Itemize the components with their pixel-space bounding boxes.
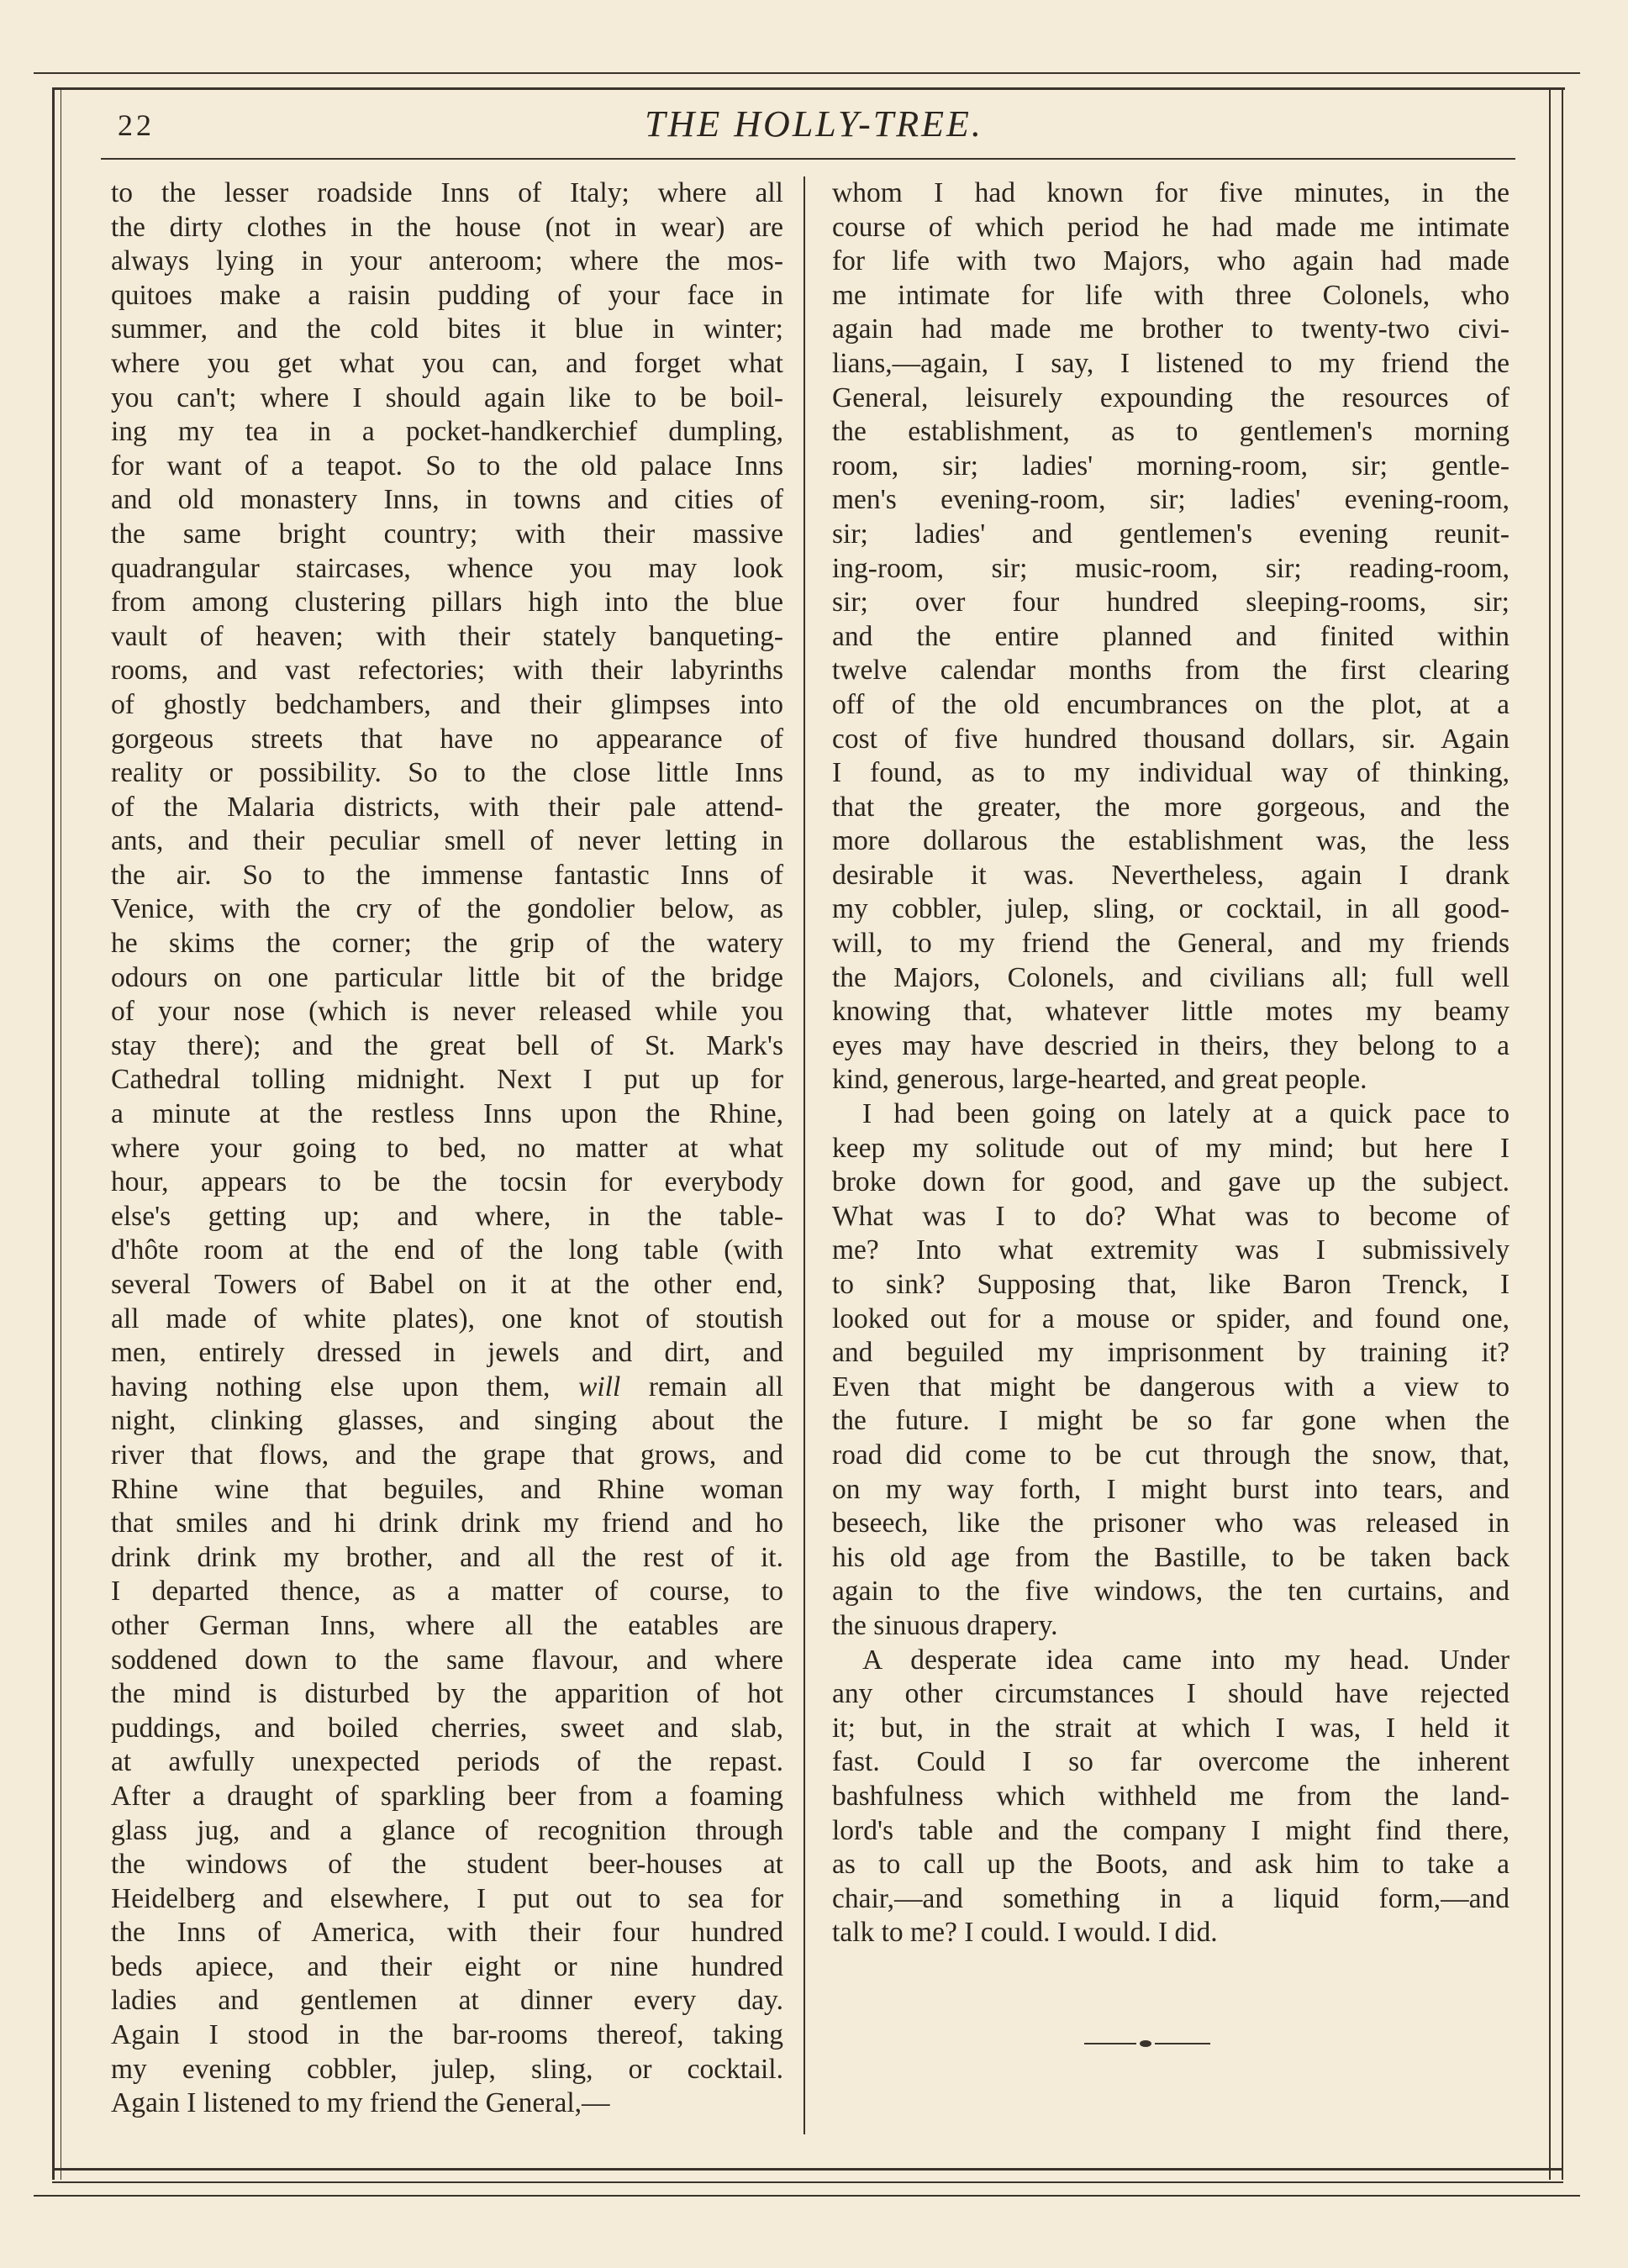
text-line: night, clinking glasses, and singing about the xyxy=(111,1405,783,1437)
text-line: eyes may have descried in theirs, they belong to a xyxy=(832,1029,1509,1061)
text-line: fast. Could I so far overcome the inherent xyxy=(832,1746,1509,1778)
text-line: sir; ladies' and gentlemen's evening reunit- xyxy=(832,518,1509,550)
text-line: for want of a teapot. So to the old palace Inns xyxy=(111,450,783,481)
running-head-title: THE HOLLY-TREE. xyxy=(645,103,983,145)
text-line: his old age from the Bastille, to be taken back xyxy=(832,1541,1509,1573)
text-line: What was I to do? What was to become of xyxy=(832,1200,1509,1232)
text-line: of the Malaria districts, with their pale attend- xyxy=(111,791,783,823)
text-line: soddened down to the same flavour, and where xyxy=(111,1644,783,1676)
text-line: having nothing else upon them, will remain all xyxy=(111,1371,783,1402)
text-line: ants, and their peculiar smell of never letting in xyxy=(111,825,783,857)
text-line: course of which period he had made me intimate xyxy=(832,211,1509,243)
text-line: sir; over four hundred sleeping-rooms, sir; xyxy=(832,587,1509,618)
text-line: the establishment, as to gentlemen's morning xyxy=(832,416,1509,448)
text-line: puddings, and boiled cherries, sweet and slab, xyxy=(111,1712,783,1744)
text-line: will, to my friend the General, and my friends xyxy=(832,928,1509,960)
text-line: that the greater, the more gorgeous, and the xyxy=(832,791,1509,823)
text-line: summer, and the cold bites it blue in winter; xyxy=(111,313,783,345)
text-line: and the entire planned and finited within xyxy=(832,620,1509,652)
frame-rule-bottom-outer xyxy=(34,2195,1580,2197)
text-line: odours on one particular little bit of the bridge xyxy=(111,961,783,993)
section-end-ornament xyxy=(1084,2040,1210,2047)
text-line: to sink? Supposing that, like Baron Trenck, I xyxy=(832,1269,1509,1300)
frame-rule-bottom-inner xyxy=(52,2168,1563,2171)
text-line: reality or possibility. So to the close little Inns xyxy=(111,757,783,789)
text-line: drink drink my brother, and all the rest of it. xyxy=(111,1541,783,1573)
frame-rule-top-inner xyxy=(52,87,1565,90)
text-line: the air. So to the immense fantastic Inns of xyxy=(111,859,783,891)
text-line: always lying in your anteroom; where the mos- xyxy=(111,245,783,277)
text-line: I found, as to my individual way of thinking, xyxy=(832,757,1509,789)
text-line: all made of white plates), one knot of stoutish xyxy=(111,1302,783,1334)
text-line: I had been going on lately at a quick pace to xyxy=(862,1098,1509,1130)
text-line: knowing that, whatever little motes my beamy xyxy=(832,996,1509,1028)
text-line: again had made me brother to twenty-two civi- xyxy=(832,313,1509,345)
text-line: again to the five windows, the ten curtains, and xyxy=(832,1576,1509,1608)
frame-rule-top-outer xyxy=(34,72,1580,74)
text-line: gorgeous streets that have no appearance of xyxy=(111,723,783,755)
text-line: me? Into what extremity was I submissively xyxy=(832,1234,1509,1266)
text-line: kind, generous, large-hearted, and great people. xyxy=(832,1064,1367,1096)
text-line: the Majors, Colonels, and civilians all; full well xyxy=(832,961,1509,993)
text-line: of your nose (which is never released while you xyxy=(111,996,783,1028)
text-line: twelve calendar months from the first clearing xyxy=(832,655,1509,687)
text-line: quadrangular staircases, whence you may look xyxy=(111,552,783,584)
text-line: hour, appears to be the tocsin for everybody xyxy=(111,1166,783,1198)
text-line: men's evening-room, sir; ladies' evening-room, xyxy=(832,484,1509,516)
text-line: a minute at the restless Inns upon the Rhine, xyxy=(111,1098,783,1130)
text-line: from among clustering pillars high into the blue xyxy=(111,587,783,618)
text-line: where you get what you can, and forget what xyxy=(111,347,783,379)
text-line: ladies and gentlemen at dinner every day. xyxy=(111,1985,783,2017)
text-line: he skims the corner; the grip of the watery xyxy=(111,928,783,960)
text-line: Heidelberg and elsewhere, I put out to sea for xyxy=(111,1882,783,1914)
text-line: glass jug, and a glance of recognition through xyxy=(111,1814,783,1846)
frame-rule-right-outer xyxy=(1562,87,1563,2180)
text-line: Cathedral tolling midnight. Next I put up for xyxy=(111,1064,783,1096)
text-line: my cobbler, julep, sling, or cocktail, in all good- xyxy=(832,893,1509,925)
text-line: my evening cobbler, julep, sling, or cocktail. xyxy=(111,2053,783,2085)
text-line: that smiles and hi drink drink my friend and ho xyxy=(111,1508,783,1539)
text-line: Again I stood in the bar-rooms thereof, taking xyxy=(111,2019,783,2051)
ornament-rule-left xyxy=(1084,2043,1136,2044)
text-line: the mind is disturbed by the apparition of hot xyxy=(111,1678,783,1710)
text-line: desirable it was. Nevertheless, again I drank xyxy=(832,859,1509,891)
text-line: lians,—again, I say, I listened to my friend the xyxy=(832,347,1509,379)
right-text-column xyxy=(832,176,1509,1950)
text-line: for life with two Majors, who again had made xyxy=(832,245,1509,277)
text-line: the Inns of America, with their four hundred xyxy=(111,1917,783,1949)
ornament-diamond xyxy=(1140,2040,1151,2047)
text-line: After a draught of sparkling beer from a foaming xyxy=(111,1780,783,1812)
text-line: Even that might be dangerous with a view to xyxy=(832,1371,1509,1402)
text-line: I departed thence, as a matter of course, to xyxy=(111,1576,783,1608)
text-line: Venice, with the cry of the gondolier below, as xyxy=(111,893,783,925)
text-line: broke down for good, and gave up the subject. xyxy=(832,1166,1509,1198)
header-rule xyxy=(101,158,1515,160)
text-line: ing-room, sir; music-room, sir; reading-room, xyxy=(832,552,1509,584)
frame-rule-right-inner xyxy=(1549,87,1551,2180)
text-line: looked out for a mouse or spider, and found one, xyxy=(832,1302,1509,1334)
text-line: the future. I might be so far gone when the xyxy=(832,1405,1509,1437)
text-line: river that flows, and the grape that grows, and xyxy=(111,1439,783,1471)
text-line: on my way forth, I might burst into tears, and xyxy=(832,1473,1509,1505)
text-line: d'hôte room at the end of the long table (with xyxy=(111,1234,783,1266)
text-line: bashfulness which withheld me from the land- xyxy=(832,1780,1509,1812)
text-line: Again I listened to my friend the General,— xyxy=(111,2087,610,2119)
text-line: any other circumstances I should have rejected xyxy=(832,1678,1509,1710)
text-line: the windows of the student beer-houses at xyxy=(111,1849,783,1881)
text-line: where your going to bed, no matter at what xyxy=(111,1132,783,1164)
column-divider xyxy=(803,176,805,2134)
text-line: several Towers of Babel on it at the other end, xyxy=(111,1269,783,1300)
text-line: and old monastery Inns, in towns and cities of xyxy=(111,484,783,516)
text-line: beds apiece, and their eight or nine hundred xyxy=(111,1950,783,1982)
text-line: room, sir; ladies' morning-room, sir; gentle- xyxy=(832,450,1509,481)
text-line: as to call up the Boots, and ask him to take a xyxy=(832,1849,1509,1881)
text-line: cost of five hundred thousand dollars, sir. Again xyxy=(832,723,1509,755)
text-line: at awfully unexpected periods of the repast. xyxy=(111,1746,783,1778)
frame-rule-bottom-middle xyxy=(52,2181,1563,2183)
page-number: 22 xyxy=(118,108,155,142)
text-line: quitoes make a raisin pudding of your face in xyxy=(111,279,783,311)
text-line: more dollarous the establishment was, the less xyxy=(832,825,1509,857)
text-line: off of the old encumbrances on the plot, at a xyxy=(832,688,1509,720)
text-line: stay there); and the great bell of St. Mark's xyxy=(111,1029,783,1061)
text-line: men, entirely dressed in jewels and dirt, and xyxy=(111,1337,783,1369)
text-line: chair,—and something in a liquid form,—and xyxy=(832,1882,1509,1914)
text-line: me intimate for life with three Colonels, who xyxy=(832,279,1509,311)
text-line: road did come to be cut through the snow, that, xyxy=(832,1439,1509,1471)
text-line: you can't; where I should again like to be boil- xyxy=(111,382,783,413)
text-line: else's getting up; and where, in the table- xyxy=(111,1200,783,1232)
text-line: it; but, in the strait at which I was, I held it xyxy=(832,1712,1509,1744)
text-line: A desperate idea came into my head. Under xyxy=(862,1644,1509,1676)
text-line: General, leisurely expounding the resources of xyxy=(832,382,1509,413)
text-line: the dirty clothes in the house (not in wear) are xyxy=(111,211,783,243)
text-line: of ghostly bedchambers, and their glimpses into xyxy=(111,688,783,720)
text-line: keep my solitude out of my mind; but here I xyxy=(832,1132,1509,1164)
text-line: to the lesser roadside Inns of Italy; where all xyxy=(111,177,783,208)
left-text-column xyxy=(111,176,783,2121)
text-line: beseech, like the prisoner who was released in xyxy=(832,1508,1509,1539)
text-line: the sinuous drapery. xyxy=(832,1609,1058,1641)
text-line: and beguiled my imprisonment by training it? xyxy=(832,1337,1509,1369)
text-line: vault of heaven; with their stately banqueting- xyxy=(111,620,783,652)
ornament-rule-right xyxy=(1155,2043,1210,2044)
text-line: rooms, and vast refectories; with their labyrinths xyxy=(111,655,783,687)
text-line: Rhine wine that beguiles, and Rhine woman xyxy=(111,1473,783,1505)
text-line: the same bright country; with their massive xyxy=(111,518,783,550)
text-line: ing my tea in a pocket-handkerchief dumpling, xyxy=(111,416,783,448)
text-line: lord's table and the company I might find there, xyxy=(832,1814,1509,1846)
text-line: other German Inns, where all the eatables are xyxy=(111,1609,783,1641)
text-line: whom I had known for five minutes, in the xyxy=(832,177,1509,208)
frame-rule-left-outer xyxy=(52,87,55,2180)
text-line: talk to me? I could. I would. I did. xyxy=(832,1917,1218,1949)
